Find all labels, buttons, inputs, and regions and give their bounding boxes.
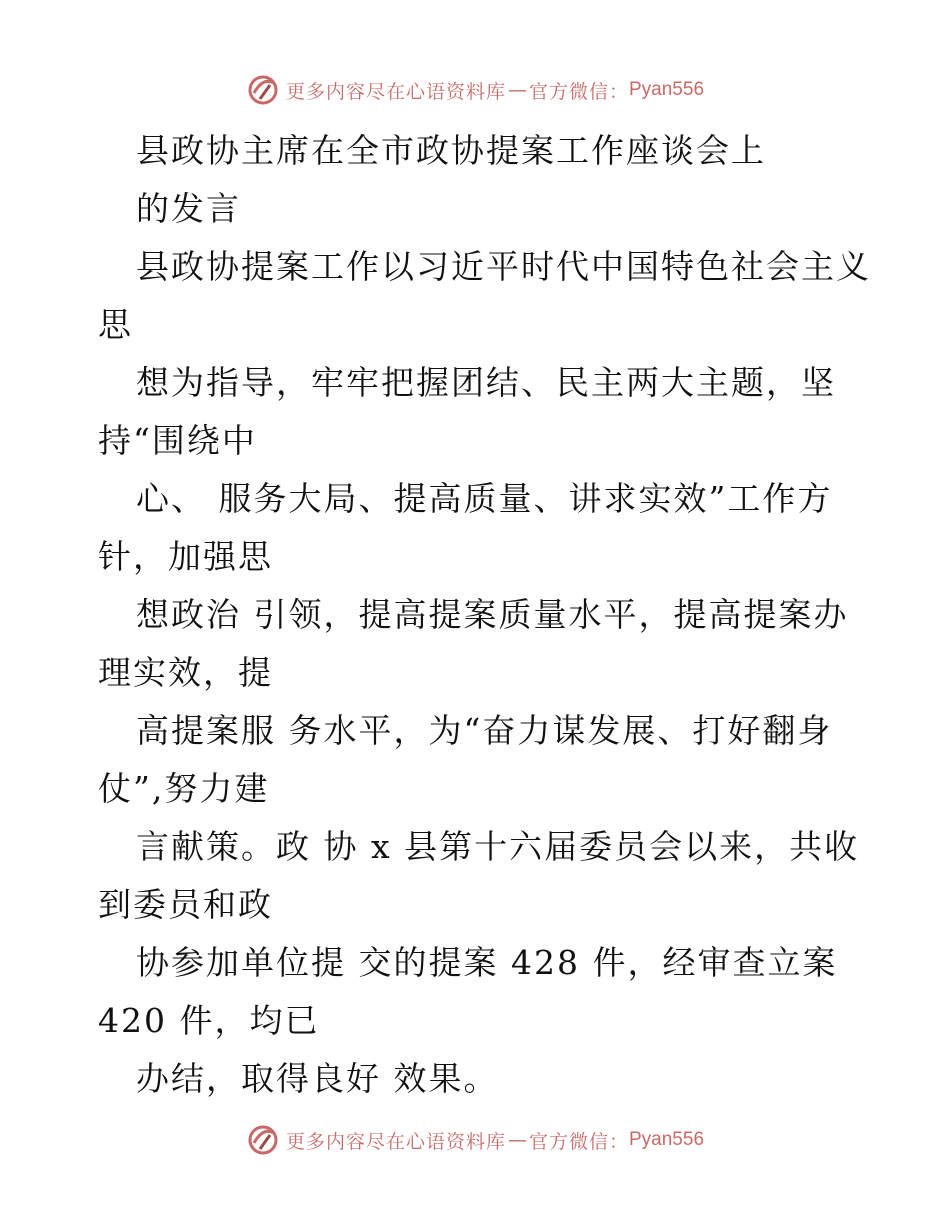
watermark-text: 更多内容尽在心语资料库	[285, 80, 506, 103]
document-line: 的发言	[136, 189, 241, 228]
document-line: 针，加强思	[98, 537, 273, 576]
watermark-id: Pyan556	[629, 79, 705, 100]
document-line: 言献策。政 协 x 县第十六届委员会以来，共收	[136, 827, 860, 866]
document-line: 420 件，均已	[98, 1001, 320, 1040]
watermark-logo-icon	[246, 1123, 280, 1157]
document-line: 持“围绕中	[98, 421, 257, 460]
document-line: 思	[98, 305, 133, 344]
document-line: 到委员和政	[98, 885, 273, 924]
watermark-separator: —	[507, 79, 527, 101]
document-line: 协参加单位提 交的提案 428 件，经审查立案	[136, 943, 838, 982]
document-line: 高提案服 务水平，为“奋力谋发展、打好翻身	[136, 711, 833, 750]
watermark-suffix: 官方微信：	[528, 80, 629, 103]
document-line: 理实效，提	[98, 653, 273, 692]
document-line: 想政治 引领，提高提案质量水平，提高提案办	[136, 595, 849, 634]
document-line: 办结，取得良好 效果。	[136, 1059, 499, 1098]
document-line: 县政协主席在全市政协提案工作座谈会上	[136, 131, 766, 170]
watermark-id: Pyan556	[629, 1129, 705, 1150]
watermark-suffix: 官方微信：	[528, 1130, 629, 1153]
document-line: 县政协提案工作以习近平时代中国特色社会主义	[136, 247, 871, 286]
watermark-logo-icon	[246, 73, 280, 107]
footer-watermark	[0, 1120, 950, 1160]
document-body	[98, 122, 871, 1108]
watermark-separator: —	[507, 1129, 527, 1151]
document-line: 心、 服务大局、提高质量、讲求实效”工作方	[136, 479, 833, 518]
document-line: 想为指导，牢牢把握团结、民主两大主题，坚	[136, 363, 836, 402]
header-watermark	[0, 70, 950, 110]
document-line: 仗”,努力建	[98, 769, 270, 808]
watermark-text: 更多内容尽在心语资料库	[285, 1130, 506, 1153]
